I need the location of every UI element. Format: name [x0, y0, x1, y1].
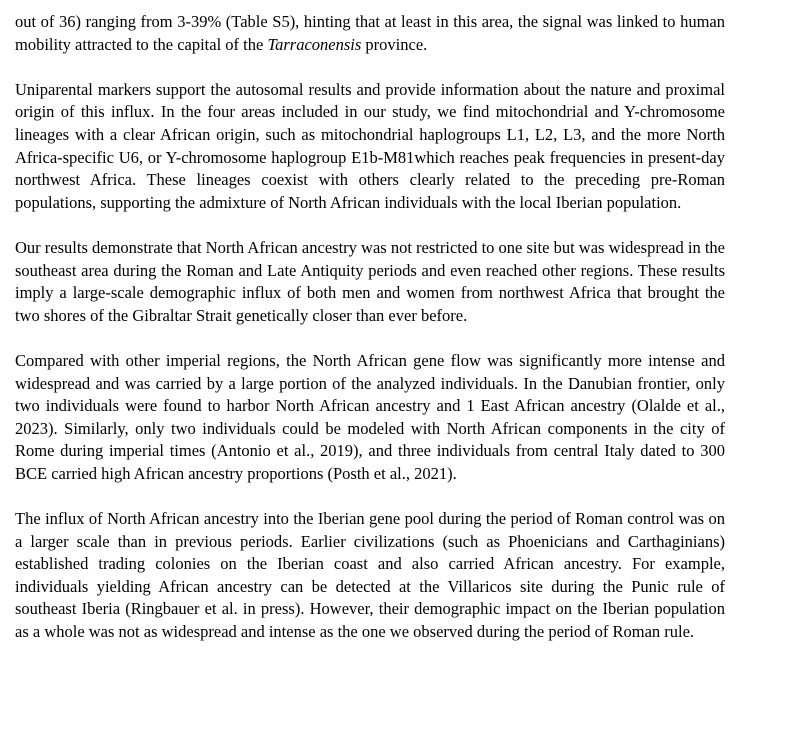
paragraph-1-text-b: province.	[361, 34, 428, 54]
paragraph-5: The influx of North African ancestry into the Iberian gene pool during the period of Roman control was on a larger scale than in previous periods. Earlier civilizations (such as Phoenicians and Carthaginians) established trading colonies on the Iberian coast and also carried African ancestry. For example, individuals yielding African ancestry can be detected at the Villaricos site during the Punic rule of southeast Iberia (Ringbauer et al. in press). However, their demographic impact on the Iberian population as a whole was not as widespread and intense as the one we observed during the period of Roman rule.	[15, 509, 725, 642]
paragraph-1	[15, 11, 725, 56]
paragraph-3: Our results demonstrate that North African ancestry was not restricted to one site but was widespread in the southeast area during the Roman and Late Antiquity periods and even reached other regions. These results imply a large-scale demographic influx of both men and women from northwest Africa that brought the two shores of the Gibraltar Strait genetically closer than ever before.	[15, 237, 725, 325]
paragraph-2: Uniparental markers support the autosomal results and provide information about the nature and proximal origin of this influx. In the four areas included in our study, we find mitochondrial and Y-chromosome lineages with a clear African origin, such as mitochondrial haplogroups L1, L2, L3, and the more North Africa-specific U6, or Y-chromosome haplogroup E1b-M81which reaches peak frequencies in present-day northwest Africa. These lineages coexist with others clearly related to the preceding pre-Roman populations, supporting the admixture of North African individuals with the local Iberian population.	[15, 79, 725, 212]
paragraph-1-text-a: out of 36) ranging from 3-39% (Table S5), hinting that at least in this area, the signal was linked to human mobility attracted to the capital of the	[15, 12, 725, 54]
document-page	[15, 0, 725, 666]
paragraph-1-italic-term: Tarraconensis	[267, 34, 362, 54]
paragraph-4: Compared with other imperial regions, the North African gene flow was significantly more intense and widespread and was carried by a large portion of the analyzed individuals. In the Danubian frontier, only two individuals were found to harbor North African ancestry and 1 East African ancestry (Olalde et al., 2023). Similarly, only two individuals could be modeled with North African components in the city of Rome during imperial times (Antonio et al., 2019), and three individuals from central Italy dated to 300 BCE carried high African ancestry proportions (Posth et al., 2021).	[15, 350, 725, 483]
